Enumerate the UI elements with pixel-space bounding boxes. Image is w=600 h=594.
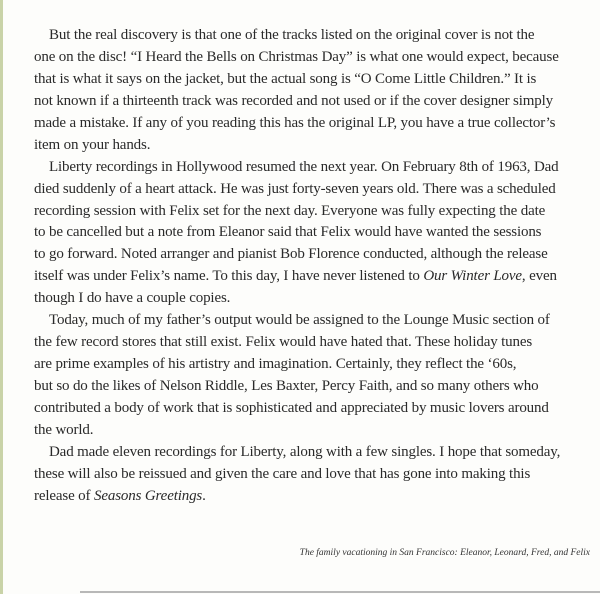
text-line: to go forward. Noted arranger and pianist Bob Florence conducted, although the release: [34, 246, 548, 263]
text-segment: .: [202, 487, 206, 504]
body-text: [34, 25, 594, 508]
text-segment: , even: [521, 268, 557, 285]
text-line: died suddenly of a heart attack. He was just forty-seven years old. There was a scheduled: [34, 180, 556, 197]
text-line: these will also be reissued and given the care and love that has gone into making this: [34, 465, 531, 482]
text-line: the world.: [34, 421, 94, 438]
text-line: contributed a body of work that is sophisticated and appreciated by music lovers around: [34, 399, 549, 416]
text-line: But the real discovery is that one of the tracks listed on the original cover is not the: [49, 27, 535, 43]
text-line: to be cancelled but a note from Eleanor said that Felix would have wanted the sessions: [34, 224, 542, 241]
text-line: not known if a thirteenth track was recorded and not used or if the cover designer simply: [34, 92, 553, 109]
text-segment: release of: [34, 487, 94, 504]
text-line: though I do have a couple copies.: [34, 290, 231, 307]
text-line: are prime examples of his artistry and imagination. Certainly, they reflect the ‘60s,: [34, 356, 517, 373]
page-bottom-edge: [80, 591, 600, 593]
text-line: Dad made eleven recordings for Liberty, along with a few singles. I hope that someday,: [49, 443, 561, 460]
photo-caption: The family vacationing in San Francisco: Eleanor, Leonard, Fred, and Felix: [299, 548, 590, 558]
text-line: item on your hands.: [34, 136, 151, 153]
text-line: recording session with Felix set for the next day. Everyone was fully expecting the date: [34, 202, 546, 219]
album-title: Our Winter Love: [423, 268, 522, 285]
text-segment: itself was under Felix’s name. To this day, I have never listened to: [34, 268, 424, 285]
album-title: Seasons Greetings: [93, 487, 203, 504]
text-line: but so do the likes of Nelson Riddle, Les Baxter, Percy Faith, and so many others who: [34, 378, 539, 394]
text-line: that is what it says on the jacket, but the actual song is “O Come Little Children.” It is: [34, 70, 537, 87]
text-line: [34, 486, 594, 508]
text-line: Today, much of my father’s output would be assigned to the Lounge Music section of: [49, 312, 550, 329]
text-line: the few record stores that still exist. Felix would have hated that. These holiday tunes: [34, 334, 533, 351]
text-line: one on the disc! “I Heard the Bells on Christmas Day” is what one would expect, because: [34, 48, 559, 65]
text-line: [34, 266, 594, 288]
text-line: made a mistake. If any of you reading this has the original LP, you have a true collector’s: [34, 114, 556, 131]
text-line: Liberty recordings in Hollywood resumed the next year. On February 8th of 1963, Dad: [49, 158, 559, 175]
page-edge: [0, 0, 3, 594]
